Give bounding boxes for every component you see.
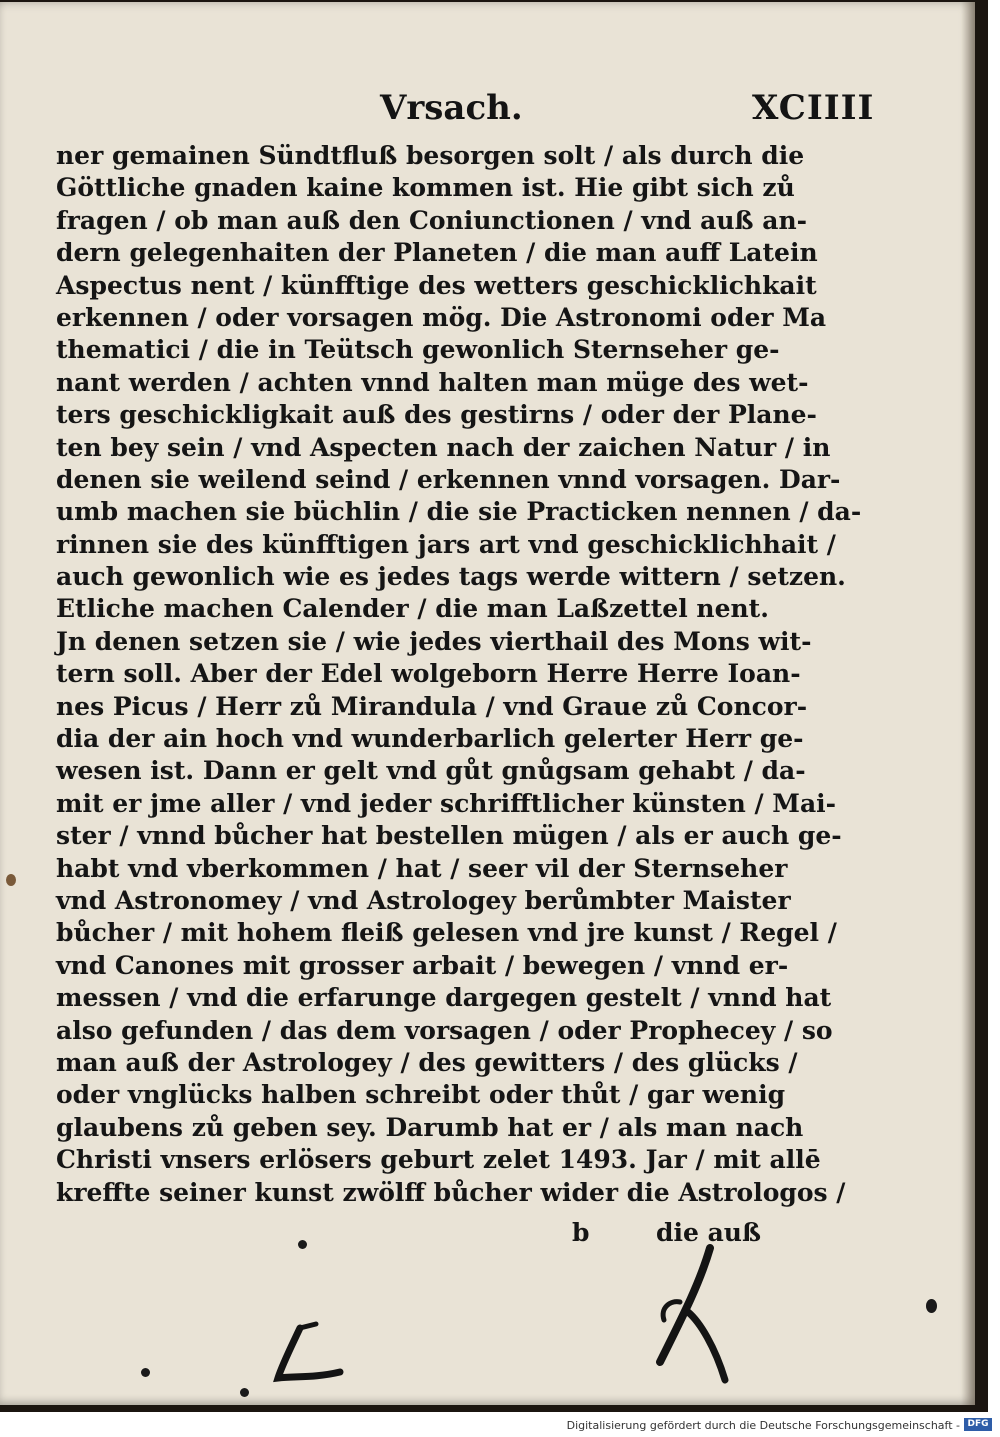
ink-dot <box>141 1368 150 1377</box>
text-line: Göttliche gnaden kaine kommen ist. Hie gibt sich zů <box>56 173 795 203</box>
handwritten-mark-right <box>640 1242 750 1392</box>
text-line: nes Picus / Herr zů Mirandula / vnd Graue zů Concor- <box>56 691 808 721</box>
text-line: Christi vnsers erlösers geburt zelet 1493. Jar / mit allē <box>56 1145 821 1175</box>
text-line: ner gemainen Sündtfluß besorgen solt / als durch die <box>56 141 805 170</box>
ink-spot <box>6 874 16 886</box>
text-line: vnd Canones mit grosser arbait / bewegen / vnnd er- <box>56 950 789 980</box>
text-line: wesen ist. Dann er gelt vnd gůt gnůgsam gehabt / da- <box>56 756 806 786</box>
text-line: erkennen / oder vorsagen mög. Die Astronomi oder Ma <box>56 302 827 332</box>
handwritten-mark-left <box>270 1320 350 1390</box>
text-line: habt vnd vberkommen / hat / seer vil der Sternseher <box>56 853 788 883</box>
catchword: die auß <box>656 1218 761 1247</box>
text-line: oder vnglücks halben schreibt oder thůt / gar wenig <box>56 1080 786 1110</box>
text-line: mit er jme aller / vnd jeder schrifftlicher künsten / Mai- <box>56 788 837 818</box>
text-line: thematici / die in Teütsch gewonlich Sternseher ge- <box>56 335 780 365</box>
text-line: umb machen sie büchlin / die sie Practicken nennen / da- <box>56 497 862 527</box>
page-edge-shadow <box>961 2 975 1405</box>
text-line: glaubens zů geben sey. Darumb hat er / als man nach <box>56 1112 804 1142</box>
text-line: man auß der Astrologey / des gewitters / des glücks / <box>56 1047 798 1077</box>
text-line: Aspectus nent / künfftige des wetters geschicklichkait <box>56 270 817 300</box>
text-line: also gefunden / das dem vorsagen / oder Prophecey / so <box>56 1015 833 1045</box>
ink-dot <box>926 1299 937 1313</box>
text-line: messen / vnd die erfarunge dargegen gestelt / vnnd hat <box>56 983 832 1013</box>
text-line: auch gewonlich wie es jedes tags werde wittern / setzen. <box>56 562 846 592</box>
text-line: denen sie weilend seind / erkennen vnnd vorsagen. Dar- <box>56 464 841 494</box>
running-head: Vrsach. <box>380 88 523 128</box>
text-line: Jn denen setzen sie / wie jedes vierthail des Mons wit- <box>56 626 812 656</box>
text-line: dern gelegenhaiten der Planeten / die man auff Latein <box>56 238 818 268</box>
dfg-logo: DFG <box>964 1418 992 1431</box>
text-line: bůcher / mit hohem fleiß gelesen vnd jre kunst / Regel / <box>56 918 837 948</box>
book-page <box>0 2 975 1405</box>
folio-number: XCIIII <box>752 88 875 128</box>
text-line: vnd Astronomey / vnd Astrologey berůmbter Maister <box>56 885 791 915</box>
text-line: ters geschickligkait auß des gestirns / oder der Plane- <box>56 400 817 430</box>
text-line: Etliche machen Calender / die man Laßzettel nent. <box>56 594 769 624</box>
signature-mark: b <box>572 1218 590 1247</box>
text-line: fragen / ob man auß den Coniunctionen / vnd auß an- <box>56 205 808 235</box>
ink-dot <box>298 1240 307 1249</box>
text-line: ster / vnnd bůcher hat bestellen mügen / als er auch ge- <box>56 821 842 851</box>
text-line: kreffte seiner kunst zwölff bůcher wider die Astrologos / <box>56 1177 846 1207</box>
body-text <box>56 140 862 1209</box>
text-line: dia der ain hoch vnd wunderbarlich gelerter Herr ge- <box>56 724 804 754</box>
dfg-credit: Digitalisierung gefördert durch die Deutsche Forschungsgemeinschaft - <box>566 1419 960 1432</box>
ink-dot <box>240 1388 249 1397</box>
text-line: nant werden / achten vnnd halten man müge des wet- <box>56 367 809 397</box>
text-line: ten bey sein / vnd Aspecten nach der zaichen Natur / in <box>56 432 831 462</box>
text-line: rinnen sie des künfftigen jars art vnd geschicklichhait / <box>56 529 836 559</box>
text-line: tern soll. Aber der Edel wolgeborn Herre Herre Ioan- <box>56 659 801 689</box>
